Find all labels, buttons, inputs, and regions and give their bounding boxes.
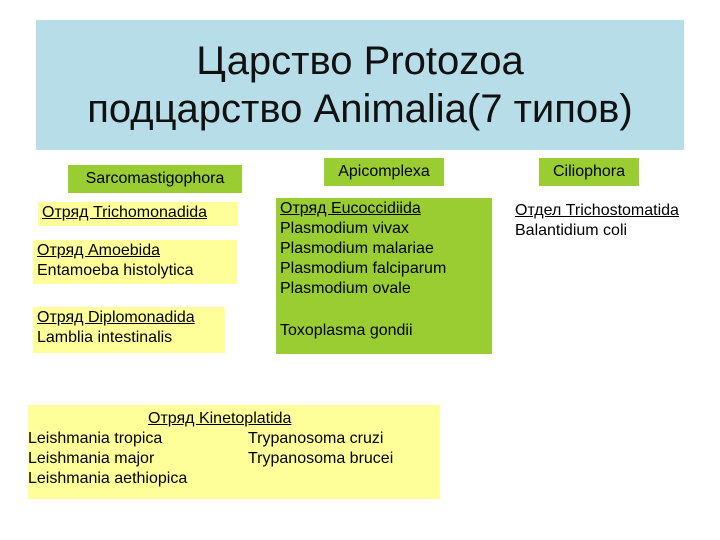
species-row bbox=[28, 469, 438, 489]
title-line-2: подцарство Animalia(7 типов) bbox=[87, 87, 633, 131]
species-leishmania-major: Leishmania major bbox=[28, 450, 155, 467]
order-diplomonadida: Отряд Diplomonadida bbox=[37, 309, 195, 326]
note-eucoccidiida bbox=[276, 198, 492, 354]
note-amoebida bbox=[33, 240, 237, 284]
species-leishmania-aethiopica: Leishmania aethiopica bbox=[28, 470, 188, 487]
species-plasmodium-malariae: Plasmodium malariae bbox=[280, 240, 434, 257]
note-trichomonadida bbox=[38, 202, 238, 226]
header-ciliophora: Ciliophora bbox=[539, 158, 639, 186]
species-plasmodium-vivax: Plasmodium vivax bbox=[280, 220, 409, 237]
header-apicomplexa: Apicomplexa bbox=[324, 158, 444, 186]
species-plasmodium-falciparum: Plasmodium falciparum bbox=[280, 260, 447, 277]
species-balantidium-coli: Balantidium coli bbox=[515, 222, 628, 239]
species-row bbox=[28, 449, 438, 469]
note-trichostomatida bbox=[511, 200, 703, 242]
note-kinetoplastida bbox=[28, 405, 440, 499]
species-trypanosoma-brucei: Trypanosoma brucei bbox=[248, 450, 394, 467]
order-eucoccidiida: Отряд Eucoccidiida bbox=[280, 200, 421, 217]
title-banner bbox=[36, 20, 684, 150]
header-sarcomastigophora: Sarcomastigophora bbox=[68, 165, 242, 193]
order-trichomonadida: Отряд Trichomonadida bbox=[42, 204, 208, 221]
species-plasmodium-ovale: Plasmodium ovale bbox=[280, 280, 411, 297]
order-amoebida: Отряд Amoebida bbox=[37, 242, 160, 259]
species-trypanosoma-cruzi: Trypanosoma cruzi bbox=[248, 430, 384, 447]
species-leishmania-tropica: Leishmania tropica bbox=[28, 430, 163, 447]
species-lamblia-intestinalis: Lamblia intestinalis bbox=[37, 329, 173, 346]
order-kinetoplastida: Отряд Kinetoplatida bbox=[148, 410, 292, 427]
title-line-1: Царство Protozoa bbox=[196, 39, 524, 83]
species-entamoeba-histolytica: Entamoeba histolytica bbox=[37, 262, 194, 279]
note-diplomonadida bbox=[33, 307, 225, 353]
species-row bbox=[28, 429, 438, 449]
species-toxoplasma-gondii: Toxoplasma gondii bbox=[280, 322, 413, 339]
order-trichostomatida: Отдел Trichostomatida bbox=[515, 202, 679, 219]
